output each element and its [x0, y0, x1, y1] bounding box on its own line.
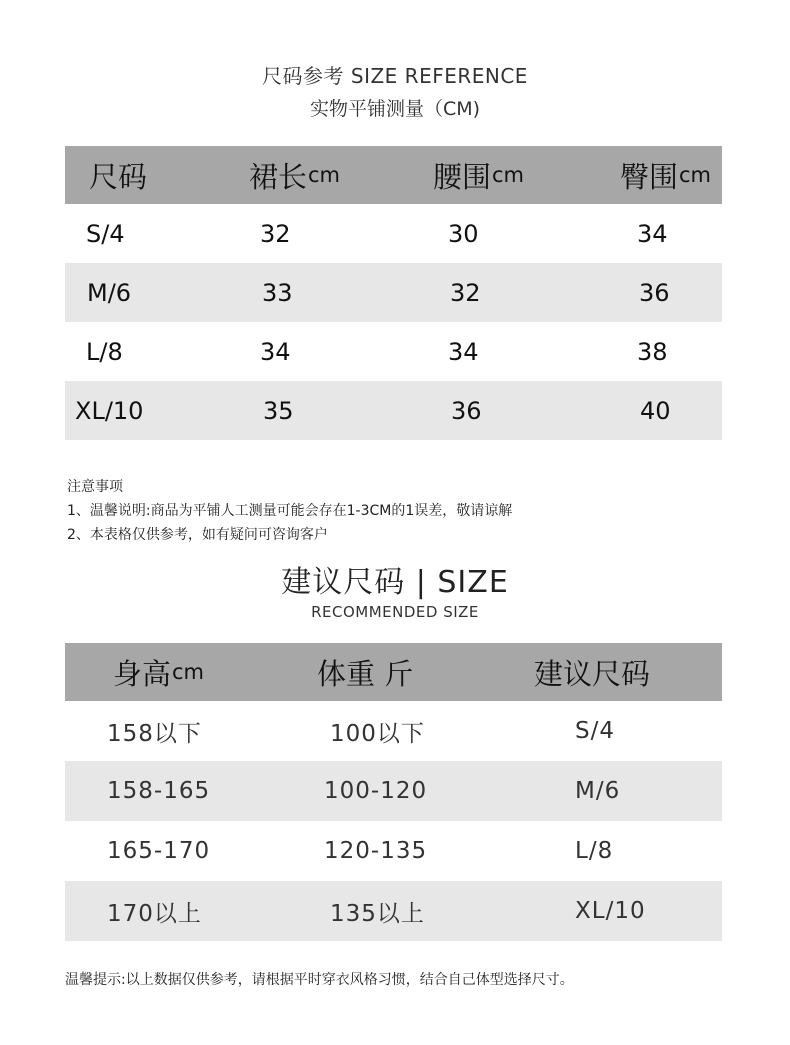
skirt-length-cell: 33: [262, 278, 293, 307]
size-reference-title: 尺码参考 SIZE REFERENCE: [262, 64, 528, 88]
waist-cell: 32: [450, 278, 481, 307]
recommended-size-title: 建议尺码 | SIZE: [281, 565, 509, 600]
note-item: 2、本表格仅供参考，如有疑问可咨询客户: [67, 527, 328, 543]
size-cell: XL/10: [75, 396, 144, 425]
height-cell: 158-165: [107, 778, 211, 804]
height-cell: 158以下: [107, 720, 202, 747]
size-cell: M/6: [87, 278, 132, 307]
table-header-row: [65, 643, 722, 701]
measurement-subtitle: 实物平铺测量（CM): [309, 98, 481, 120]
weight-cell: 135以上: [330, 900, 425, 927]
skirt-length-cell: 35: [263, 396, 294, 425]
table-row: [65, 322, 722, 381]
skirt-length-cell: 32: [260, 219, 291, 248]
table-row: [65, 381, 722, 440]
header-weight: 体重 斤: [317, 656, 414, 691]
table-row: [65, 204, 722, 263]
header-hip: 臀围 cm: [620, 159, 712, 194]
hip-cell: 34: [637, 219, 668, 248]
footer-tip: 温馨提示:以上数据仅供参考，请根据平时穿衣风格习惯，结合自己体型选择尺寸。: [65, 972, 574, 988]
header-recommended-size: 建议尺码: [534, 656, 651, 691]
note-item: 1、温馨说明:商品为平铺人工测量可能会存在1-3CM的1误差，敬请谅解: [67, 503, 513, 519]
weight-cell: 120-135: [324, 838, 428, 864]
notes-title: 注意事项: [67, 479, 123, 495]
hip-cell: 36: [639, 278, 670, 307]
header-size: 尺码: [89, 159, 148, 194]
table-row: [65, 761, 722, 821]
table-header-row: [65, 146, 722, 204]
weight-cell: 100-120: [324, 778, 428, 804]
height-cell: 165-170: [107, 838, 211, 864]
size-cell: L/8: [575, 838, 614, 864]
size-cell: S/4: [575, 718, 615, 744]
size-reference-table: [65, 146, 722, 440]
table-row: [65, 821, 722, 881]
skirt-length-cell: 34: [260, 337, 291, 366]
table-row: [65, 263, 722, 322]
size-cell: XL/10: [575, 898, 646, 924]
height-cell: 170以上: [107, 900, 202, 927]
hip-cell: 40: [640, 396, 671, 425]
waist-cell: 30: [448, 219, 479, 248]
size-cell: M/6: [575, 778, 621, 804]
notes-section: [67, 475, 512, 547]
table-row: [65, 881, 722, 941]
recommended-size-subtitle: RECOMMENDED SIZE: [311, 603, 479, 621]
header-skirt-length: 裙长 cm: [249, 159, 341, 194]
size-cell: S/4: [86, 219, 125, 248]
hip-cell: 38: [637, 337, 668, 366]
header-height: 身高 cm: [113, 656, 205, 691]
header-waist: 腰围 cm: [433, 159, 525, 194]
waist-cell: 36: [451, 396, 482, 425]
table-row: [65, 701, 722, 761]
recommended-size-table: [65, 643, 722, 941]
weight-cell: 100以下: [330, 720, 425, 747]
waist-cell: 34: [448, 337, 479, 366]
size-cell: L/8: [86, 337, 123, 366]
